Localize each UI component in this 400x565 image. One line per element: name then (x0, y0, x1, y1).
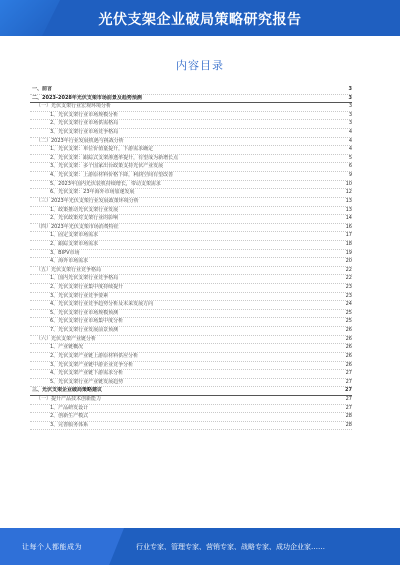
toc-entry-page: 28 (345, 421, 352, 428)
toc-entry-page: 12 (345, 189, 352, 196)
table-of-contents (30, 86, 352, 430)
toc-entry-title: 3、光伏支架行业市场竞争格局 (50, 129, 119, 136)
toc-entry[interactable] (30, 138, 352, 147)
toc-entry-title: 1、产业链概况 (50, 344, 84, 351)
toc-entry-title: （三）2023年光伏支架行业发展政策环境分析 (36, 197, 139, 204)
toc-entry-title: （一）提升产品技术创新能力 (36, 395, 102, 402)
toc-entry-page: 20 (345, 258, 352, 265)
toc-entry-page: 13 (345, 197, 352, 204)
footer-slogan: 让每个人都能成为 (22, 543, 82, 551)
toc-entry-title: 4、光伏支架行业竞争趋势分析及未来发展方向 (50, 301, 154, 308)
toc-entry-title: （五）光伏支架行业竞争格局 (36, 266, 102, 273)
toc-entry[interactable] (30, 310, 352, 319)
toc-entry[interactable] (30, 370, 352, 379)
toc-entry[interactable] (30, 172, 352, 181)
toc-entry[interactable] (30, 336, 352, 345)
toc-entry-page: 22 (345, 266, 352, 273)
toc-entry-title: 7、光伏支架行业发展前景预测 (50, 327, 119, 334)
document-title: 光伏支架企业破局策略研究报告 (98, 12, 302, 28)
toc-entry[interactable] (30, 422, 352, 431)
toc-entry[interactable] (30, 129, 352, 138)
toc-entry-title: 一、前言 (32, 86, 53, 92)
toc-entry[interactable] (30, 232, 352, 241)
toc-entry[interactable] (30, 362, 352, 371)
toc-entry[interactable] (30, 163, 352, 172)
toc-entry[interactable] (30, 181, 352, 190)
toc-entry-title: 3、光伏支架行业竞争要素 (50, 292, 109, 299)
toc-entry-title: 6、光伏支架行业市场集中度分析 (50, 318, 124, 325)
toc-entry[interactable] (30, 224, 352, 233)
toc-entry-page: 27 (345, 387, 352, 394)
header-banner (0, 0, 400, 36)
toc-entry-page: 3 (348, 120, 352, 127)
toc-entry-page: 26 (345, 344, 352, 351)
toc-entry[interactable] (30, 112, 352, 121)
toc-entry[interactable] (30, 405, 352, 414)
toc-entry-page: 3 (348, 111, 352, 118)
toc-entry-page: 6 (348, 163, 352, 170)
toc-entry-title: 3、完善服务体系 (50, 421, 89, 428)
toc-entry-title: 5、光伏支架行业产业链发展趋势 (50, 378, 124, 385)
toc-entry-title: 5、光伏支架行业市场规模预测 (50, 309, 119, 316)
toc-entry[interactable] (30, 120, 352, 129)
toc-entry-title: 1、国内光伏支架行业竞争格局 (50, 275, 119, 282)
toc-entry-page: 18 (345, 240, 352, 247)
toc-entry-page: 19 (345, 249, 352, 256)
toc-entry-page: 23 (345, 284, 352, 291)
toc-entry-title: 3、光伏支架：多个国家出台政策支持光伏产业发展 (50, 163, 164, 170)
toc-entry-title: 1、光伏支架：单位价值量提升，下游需求确定 (50, 146, 154, 153)
toc-entry[interactable] (30, 155, 352, 164)
toc-entry[interactable] (30, 198, 352, 207)
toc-entry[interactable] (30, 103, 352, 112)
toc-entry-title: 1、固定支架市场需求 (50, 232, 99, 239)
toc-entry[interactable] (30, 284, 352, 293)
toc-entry[interactable] (30, 318, 352, 327)
toc-entry-title: 3、BIPV市场 (50, 249, 80, 256)
toc-entry-page: 10 (345, 180, 352, 187)
toc-entry[interactable] (30, 86, 352, 95)
toc-entry[interactable] (30, 207, 352, 216)
toc-entry-page: 26 (345, 361, 352, 368)
toc-entry[interactable] (30, 327, 352, 336)
toc-entry-title: （四）2023年光伏支架市场消费特征 (36, 223, 119, 230)
toc-entry[interactable] (30, 275, 352, 284)
toc-entry[interactable] (30, 344, 352, 353)
toc-entry-title: 5、2023年国内光伏装机持续增长，带动支架需求 (50, 180, 161, 187)
toc-entry[interactable] (30, 258, 352, 267)
toc-entry[interactable] (30, 215, 352, 224)
toc-entry-page: 27 (345, 404, 352, 411)
toc-entry[interactable] (30, 250, 352, 259)
toc-entry[interactable] (30, 267, 352, 276)
toc-entry-page: 26 (345, 335, 352, 342)
toc-entry-title: 2、光伏支架行业市场供需格局 (50, 120, 119, 127)
toc-entry-title: 3、光伏支架产业链中游企业竞争分析 (50, 361, 134, 368)
toc-entry-page: 26 (345, 327, 352, 334)
toc-entry-page: 3 (348, 94, 352, 101)
toc-entry-page: 26 (345, 352, 352, 359)
toc-entry-title: 4、海外市场需求 (50, 258, 89, 265)
toc-heading: 内容目录 (176, 59, 224, 72)
footer-tagline: 行业专家、管理专家、营销专家、战略专家、成功企业家…… (136, 543, 325, 551)
toc-entry-title: 4、光伏支架产业链下游需求分析 (50, 370, 124, 377)
toc-entry-page: 9 (348, 172, 352, 179)
toc-entry[interactable] (30, 301, 352, 310)
toc-entry-title: 1、产品研发设计 (50, 404, 89, 411)
toc-entry-title: 三、光伏支架企业破局策略建议 (32, 387, 103, 394)
toc-entry-page: 23 (345, 292, 352, 299)
toc-entry[interactable] (30, 353, 352, 362)
toc-entry[interactable] (30, 146, 352, 155)
toc-entry[interactable] (30, 241, 352, 250)
toc-entry-page: 25 (345, 318, 352, 325)
toc-entry-title: （二）2023年行业发展机遇与挑战分析 (36, 137, 124, 144)
toc-entry[interactable] (30, 413, 352, 422)
toc-entry[interactable] (30, 293, 352, 302)
toc-entry-page: 27 (345, 395, 352, 402)
toc-entry-title: 4、光伏支架：上游原材料价格下降，利润空间有望改善 (50, 172, 174, 179)
toc-entry-page: 27 (345, 370, 352, 377)
toc-entry-page: 22 (345, 275, 352, 282)
toc-entry-title: 1、光伏支架行业市场规模分析 (50, 111, 119, 118)
toc-entry-page: 3 (348, 86, 352, 92)
toc-entry-title: 6、光伏支架：23年海外市场加速发展 (50, 189, 135, 196)
toc-entry-page: 25 (345, 309, 352, 316)
toc-entry-title: 2、光伏政策对支架行业的影响 (50, 215, 119, 222)
toc-entry-title: 1、政策推动光伏支架行业发展 (50, 206, 119, 213)
toc-entry-page: 4 (348, 137, 352, 144)
toc-entry-page: 5 (348, 154, 352, 161)
toc-entry-page: 3 (348, 103, 352, 110)
toc-entry-page: 28 (345, 413, 352, 420)
toc-entry-title: 2、创新生产模式 (50, 413, 89, 420)
toc-entry-page: 27 (345, 378, 352, 385)
toc-entry-title: （六）光伏支架产业链分析 (36, 335, 97, 342)
toc-entry-title: 二、2023-2028年光伏支架市场前景及趋势预测 (32, 94, 142, 101)
toc-entry-page: 4 (348, 129, 352, 136)
toc-entry[interactable] (30, 396, 352, 405)
toc-entry[interactable] (30, 95, 352, 104)
toc-entry-page: 24 (345, 301, 352, 308)
toc-entry-title: 2、光伏支架行业集中度持续提升 (50, 284, 124, 291)
toc-entry-title: （一）光伏支架行业宏观环境分析 (36, 103, 112, 110)
toc-entry[interactable] (30, 379, 352, 388)
toc-entry[interactable] (30, 387, 352, 396)
toc-entry-page: 13 (345, 206, 352, 213)
toc-entry-page: 17 (345, 232, 352, 239)
toc-entry-title: 2、跟踪支架市场需求 (50, 240, 99, 247)
toc-entry-page: 4 (348, 146, 352, 153)
toc-entry[interactable] (30, 189, 352, 198)
footer-banner (0, 528, 400, 565)
toc-entry-page: 14 (345, 215, 352, 222)
toc-entry-page: 16 (345, 223, 352, 230)
toc-entry-title: 2、光伏支架产业链上游原材料供应分析 (50, 352, 139, 359)
toc-entry-title: 2、光伏支架：跟踪式支架渗透率提升，有望成为新增长点 (50, 154, 179, 161)
